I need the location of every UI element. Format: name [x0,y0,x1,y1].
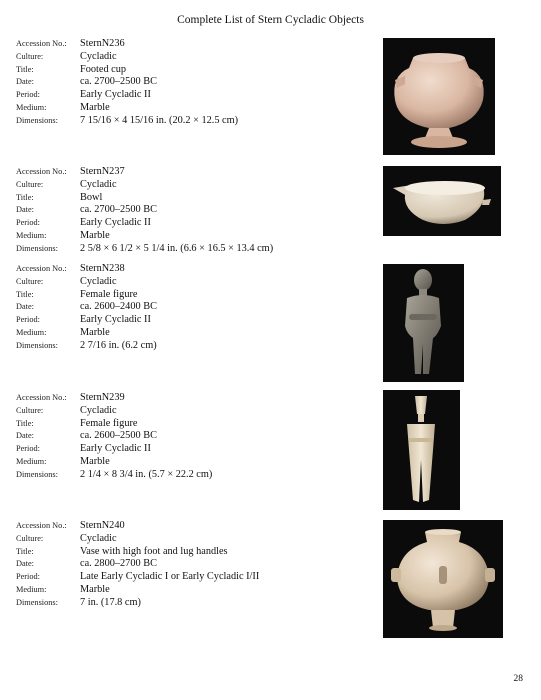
period-value: Early Cycladic II [80,89,151,101]
vase-photo [383,520,503,638]
catalog-entry [16,520,376,610]
title-value: Female figure [80,288,138,300]
title-value: Female figure [80,417,138,429]
title-label: Title: [16,289,34,299]
title-label: Title: [16,64,34,74]
culture-label: Culture: [16,405,44,415]
date-label: Date: [16,431,34,441]
medium-value: Marble [80,583,110,595]
title-value: Footed cup [80,63,127,75]
dimensions-label: Dimensions: [16,340,58,350]
female-figure-photo [383,390,460,510]
dimensions-label: Dimensions: [16,469,58,479]
culture-value: Cycladic [80,532,117,544]
bowl-photo [383,166,501,236]
period-label: Period: [16,444,40,454]
accession-label: Accession No.: [16,521,67,530]
culture-value: Cycladic [80,50,117,62]
period-value: Early Cycladic II [80,314,151,326]
page-number: 28 [513,674,523,684]
medium-label: Medium: [16,102,47,112]
accession-value: SternN238 [80,263,125,274]
accession-value: SternN237 [80,166,125,177]
catalog-entry [16,38,376,128]
period-value: Late Early Cycladic I or Early Cycladic I/II [80,571,260,583]
dimensions-value: 2 1/4 × 8 3/4 in. (5.7 × 22.2 cm) [80,468,213,480]
date-value: ca. 2600–2400 BC [80,301,157,313]
dimensions-value: 2 7/16 in. (6.2 cm) [80,339,157,351]
period-value: Early Cycladic II [80,217,151,229]
period-label: Period: [16,572,40,582]
period-label: Period: [16,218,40,228]
female-figure-photo [383,264,464,382]
dimensions-value: 2 5/8 × 6 1/2 × 5 1/4 in. (6.6 × 16.5 × 13.4 cm) [80,242,274,254]
medium-value: Marble [80,326,110,338]
date-value: ca. 2800–2700 BC [80,558,157,570]
accession-label: Accession No.: [16,39,67,48]
dimensions-value: 7 15/16 × 4 15/16 in. (20.2 × 12.5 cm) [80,114,239,126]
medium-label: Medium: [16,230,47,240]
culture-label: Culture: [16,51,44,61]
date-value: ca. 2600–2500 BC [80,430,157,442]
title-label: Title: [16,418,34,428]
accession-value: SternN239 [80,392,125,403]
date-label: Date: [16,205,34,215]
accession-value: SternN236 [80,38,125,49]
dimensions-label: Dimensions: [16,597,58,607]
medium-label: Medium: [16,456,47,466]
dimensions-label: Dimensions: [16,115,58,125]
accession-label: Accession No.: [16,393,67,402]
date-label: Date: [16,302,34,312]
catalog-entry [16,166,376,256]
title-value: Vase with high foot and lug handles [80,545,228,557]
date-label: Date: [16,559,34,569]
accession-label: Accession No.: [16,264,67,273]
accession-value: SternN240 [80,520,125,531]
medium-value: Marble [80,101,110,113]
culture-label: Culture: [16,533,44,543]
medium-label: Medium: [16,327,47,337]
date-value: ca. 2700–2500 BC [80,204,157,216]
accession-label: Accession No.: [16,167,67,176]
culture-value: Cycladic [80,275,117,287]
footed-cup-photo [383,38,495,155]
culture-label: Culture: [16,276,44,286]
catalog-entry [16,392,376,482]
date-value: ca. 2700–2500 BC [80,76,157,88]
medium-value: Marble [80,455,110,467]
page-title: Complete List of Stern Cycladic Objects [177,14,364,26]
title-label: Title: [16,192,34,202]
period-value: Early Cycladic II [80,443,151,455]
dimensions-value: 7 in. (17.8 cm) [80,596,141,608]
title-label: Title: [16,546,34,556]
medium-label: Medium: [16,584,47,594]
date-label: Date: [16,77,34,87]
culture-label: Culture: [16,179,44,189]
title-value: Bowl [80,191,103,203]
dimensions-label: Dimensions: [16,243,58,253]
medium-value: Marble [80,229,110,241]
period-label: Period: [16,315,40,325]
culture-value: Cycladic [80,178,117,190]
culture-value: Cycladic [80,404,117,416]
catalog-entry [16,263,376,353]
period-label: Period: [16,90,40,100]
